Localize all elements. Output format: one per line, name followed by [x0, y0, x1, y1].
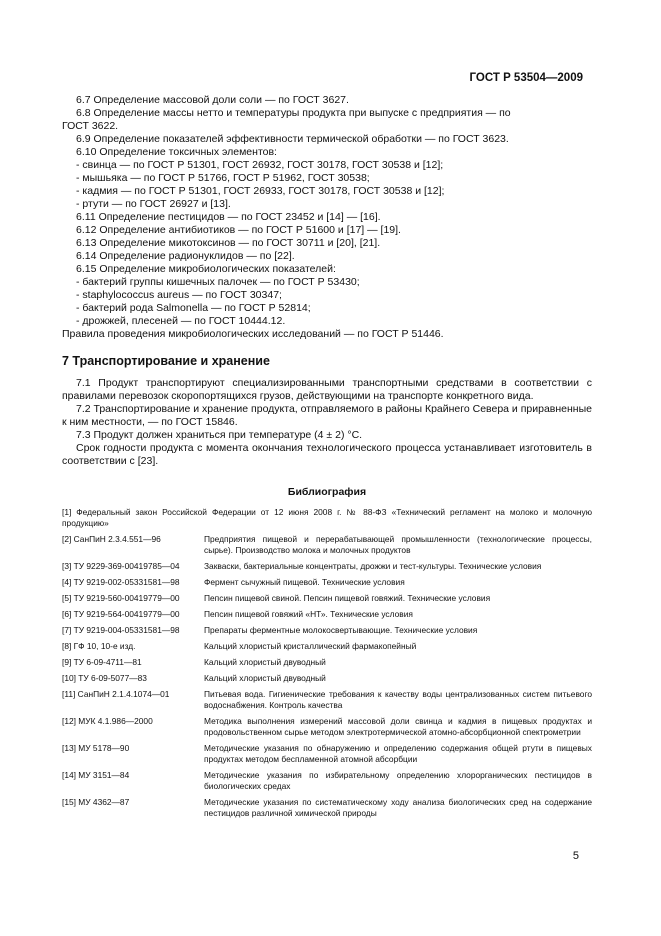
item-line: - ртути — по ГОСТ 26927 и [13].	[76, 198, 231, 210]
bibliography-entry	[62, 743, 592, 765]
bibliography-ref: [3] ТУ 9229-369-00419785—04	[62, 561, 180, 571]
item-line: - свинца — по ГОСТ Р 51301, ГОСТ 26932, ГОСТ 30178, ГОСТ 30538 и [12];	[76, 159, 444, 171]
bibliography-ref: [12] МУК 4.1.986—2000	[62, 716, 153, 726]
item-line: 6.7 Определение массовой доли соли — по ГОСТ 3627.	[76, 94, 349, 106]
item-line: - дрожжей, плесеней — по ГОСТ 10444.12.	[76, 315, 286, 327]
item-line: - бактерий рода Salmonella — по ГОСТ Р 52814;	[76, 302, 311, 314]
item-line: - staphylococcus aureus — по ГОСТ 30347;	[76, 289, 282, 301]
item-line: 6.15 Определение микробиологических показателей:	[76, 263, 336, 275]
bibliography-desc: Методические указания по систематическому ходу анализа биологических сред на содержание пестицидов различной химической природы	[204, 797, 592, 818]
bibliography-desc: Пепсин пищевой свиной. Пепсин пищевой говяжий. Технические условия	[204, 593, 491, 603]
bibliography-desc: Методика выполнения измерений массовой доли свинца и кадмия в пищевых продуктах и продовольственном сырье методом электротермической атомно-абсорбционной спектрометрии	[204, 716, 592, 737]
page-content	[62, 94, 592, 824]
bibliography-title: Библиография	[287, 486, 367, 498]
bibliography-entry	[62, 609, 592, 620]
paragraph: 7.2 Транспортирование и хранение продукта, отправляемого в районы Крайнего Севера и приравненные к ним местности, — по ГОСТ 15846.	[62, 403, 592, 428]
bibliography-desc: Кальций хлористый двуводный	[204, 657, 326, 667]
bibliography-list	[62, 507, 592, 819]
bibliography-ref: [5] ТУ 9219-560-00419779—00	[62, 593, 180, 603]
bibliography-entry	[62, 593, 592, 604]
paragraph: 7.3 Продукт должен храниться при температуре (4 ± 2) °С.	[76, 429, 363, 441]
section-title: 7 Транспортирование и хранение	[62, 354, 270, 368]
bibliography-ref: [8] ГФ 10, 10-е изд.	[62, 641, 136, 651]
bibliography-entry	[62, 561, 592, 572]
bibliography-desc: Препараты ферментные молокосвертывающие. Технические условия	[204, 625, 478, 635]
bibliography-entry	[62, 673, 592, 684]
bibliography-ref: [2] СанПиН 2.3.4.551—96	[62, 534, 161, 544]
item-line: 6.9 Определение показателей эффективности термической обработки — по ГОСТ 3623.	[76, 133, 509, 145]
document-header: ГОСТ Р 53504—2009	[469, 72, 583, 84]
bibliography-entry	[62, 625, 592, 636]
bibliography-ref: [14] МУ 3151—84	[62, 770, 130, 780]
bibliography-desc: Закваски, бактериальные концентраты, дрожжи и тест-культуры. Технические условия	[204, 561, 542, 571]
paragraph: Срок годности продукта с момента окончания технологического процесса устанавливает изготовитель в соответствии с [23].	[62, 442, 592, 467]
bibliography-entry	[62, 797, 592, 819]
bibliography-ref: [11] СанПиН 2.1.4.1074—01	[62, 689, 170, 699]
bibliography-ref: [7] ТУ 9219-004-05331581—98	[62, 625, 180, 635]
item-line: - мышьяка — по ГОСТ Р 51766, ГОСТ Р 51962, ГОСТ 30538;	[76, 172, 370, 184]
bibliography-desc: Предприятия пищевой и перерабатывающей промышленности (технологические процессы, сырье). Производство молока и молочных продуктов	[204, 534, 592, 555]
bibliography-desc: Методические указания по избирательному определению хлорорганических пестицидов в биологических средах	[204, 770, 592, 791]
item-line: 6.13 Определение микотоксинов — по ГОСТ 30711 и [20], [21].	[76, 237, 381, 249]
bibliography-ref: [4] ТУ 9219-002-05331581—98	[62, 577, 180, 587]
item-line: 6.12 Определение антибиотиков — по ГОСТ Р 51600 и [17] — [19].	[76, 224, 401, 236]
bibliography-entry	[62, 716, 592, 738]
bibliography-desc: Питьевая вода. Гигиенические требования к качеству воды централизованных систем питьевого водоснабжения. Контроль качества	[204, 689, 592, 710]
bibliography-ref: [9] ТУ 6-09-4711—81	[62, 657, 142, 667]
item-line: 6.14 Определение радионуклидов — по [22].	[76, 250, 295, 262]
bibliography-desc: Кальций хлористый двуводный	[204, 673, 326, 683]
bibliography-entry	[62, 689, 592, 711]
item-line: - кадмия — по ГОСТ Р 51301, ГОСТ 26933, ГОСТ 30178, ГОСТ 30538 и [12];	[76, 185, 445, 197]
item-line: 6.11 Определение пестицидов — по ГОСТ 23452 и [14] — [16].	[76, 211, 381, 223]
bibliography-entry	[62, 770, 592, 792]
bibliography-entry	[62, 534, 592, 556]
bibliography-ref: [15] МУ 4362—87	[62, 797, 130, 807]
page-number: 5	[572, 850, 579, 862]
bibliography-entry	[62, 641, 592, 652]
bibliography-ref: [6] ТУ 9219-564-00419779—00	[62, 609, 180, 619]
item-line: 6.8 Определение массы нетто и температуры продукта при выпуске с предприятия — по	[76, 107, 511, 119]
paragraph: 7.1 Продукт транспортируют специализированными транспортными средствами в соответствии с правилами перевозок скоропортящихся грузов, действующими на транспорте конкретного вида.	[62, 377, 592, 402]
bibliography-ref: [13] МУ 5178—90	[62, 743, 130, 753]
bibliography-entry	[62, 577, 592, 588]
item-line: Правила проведения микробиологических исследований — по ГОСТ Р 51446.	[62, 328, 444, 340]
bibliography-desc: Фермент сычужный пищевой. Технические условия	[204, 577, 405, 587]
item-line: - бактерий группы кишечных палочек — по ГОСТ Р 53430;	[76, 276, 360, 288]
bibliography-ref: [10] ТУ 6-09-5077—83	[62, 673, 147, 683]
bibliography-desc: Пепсин пищевой говяжий «НТ». Технические условия	[204, 609, 413, 619]
bibliography-desc: Методические указания по обнаружению и определению содержания общей ртути в пищевых продуктах методом беспламенной атомной абсорбции	[204, 743, 592, 764]
bibliography-entry: [1] Федеральный закон Российской Федерации от 12 июня 2008 г. № 88-ФЗ «Технический регламент на молоко и молочную продукцию»	[62, 507, 592, 528]
item-line: ГОСТ 3622.	[62, 120, 119, 132]
bibliography-desc: Кальций хлористый кристаллический фармакопейный	[204, 641, 417, 651]
item-line: 6.10 Определение токсичных элементов:	[76, 146, 277, 158]
bibliography-entry	[62, 657, 592, 668]
